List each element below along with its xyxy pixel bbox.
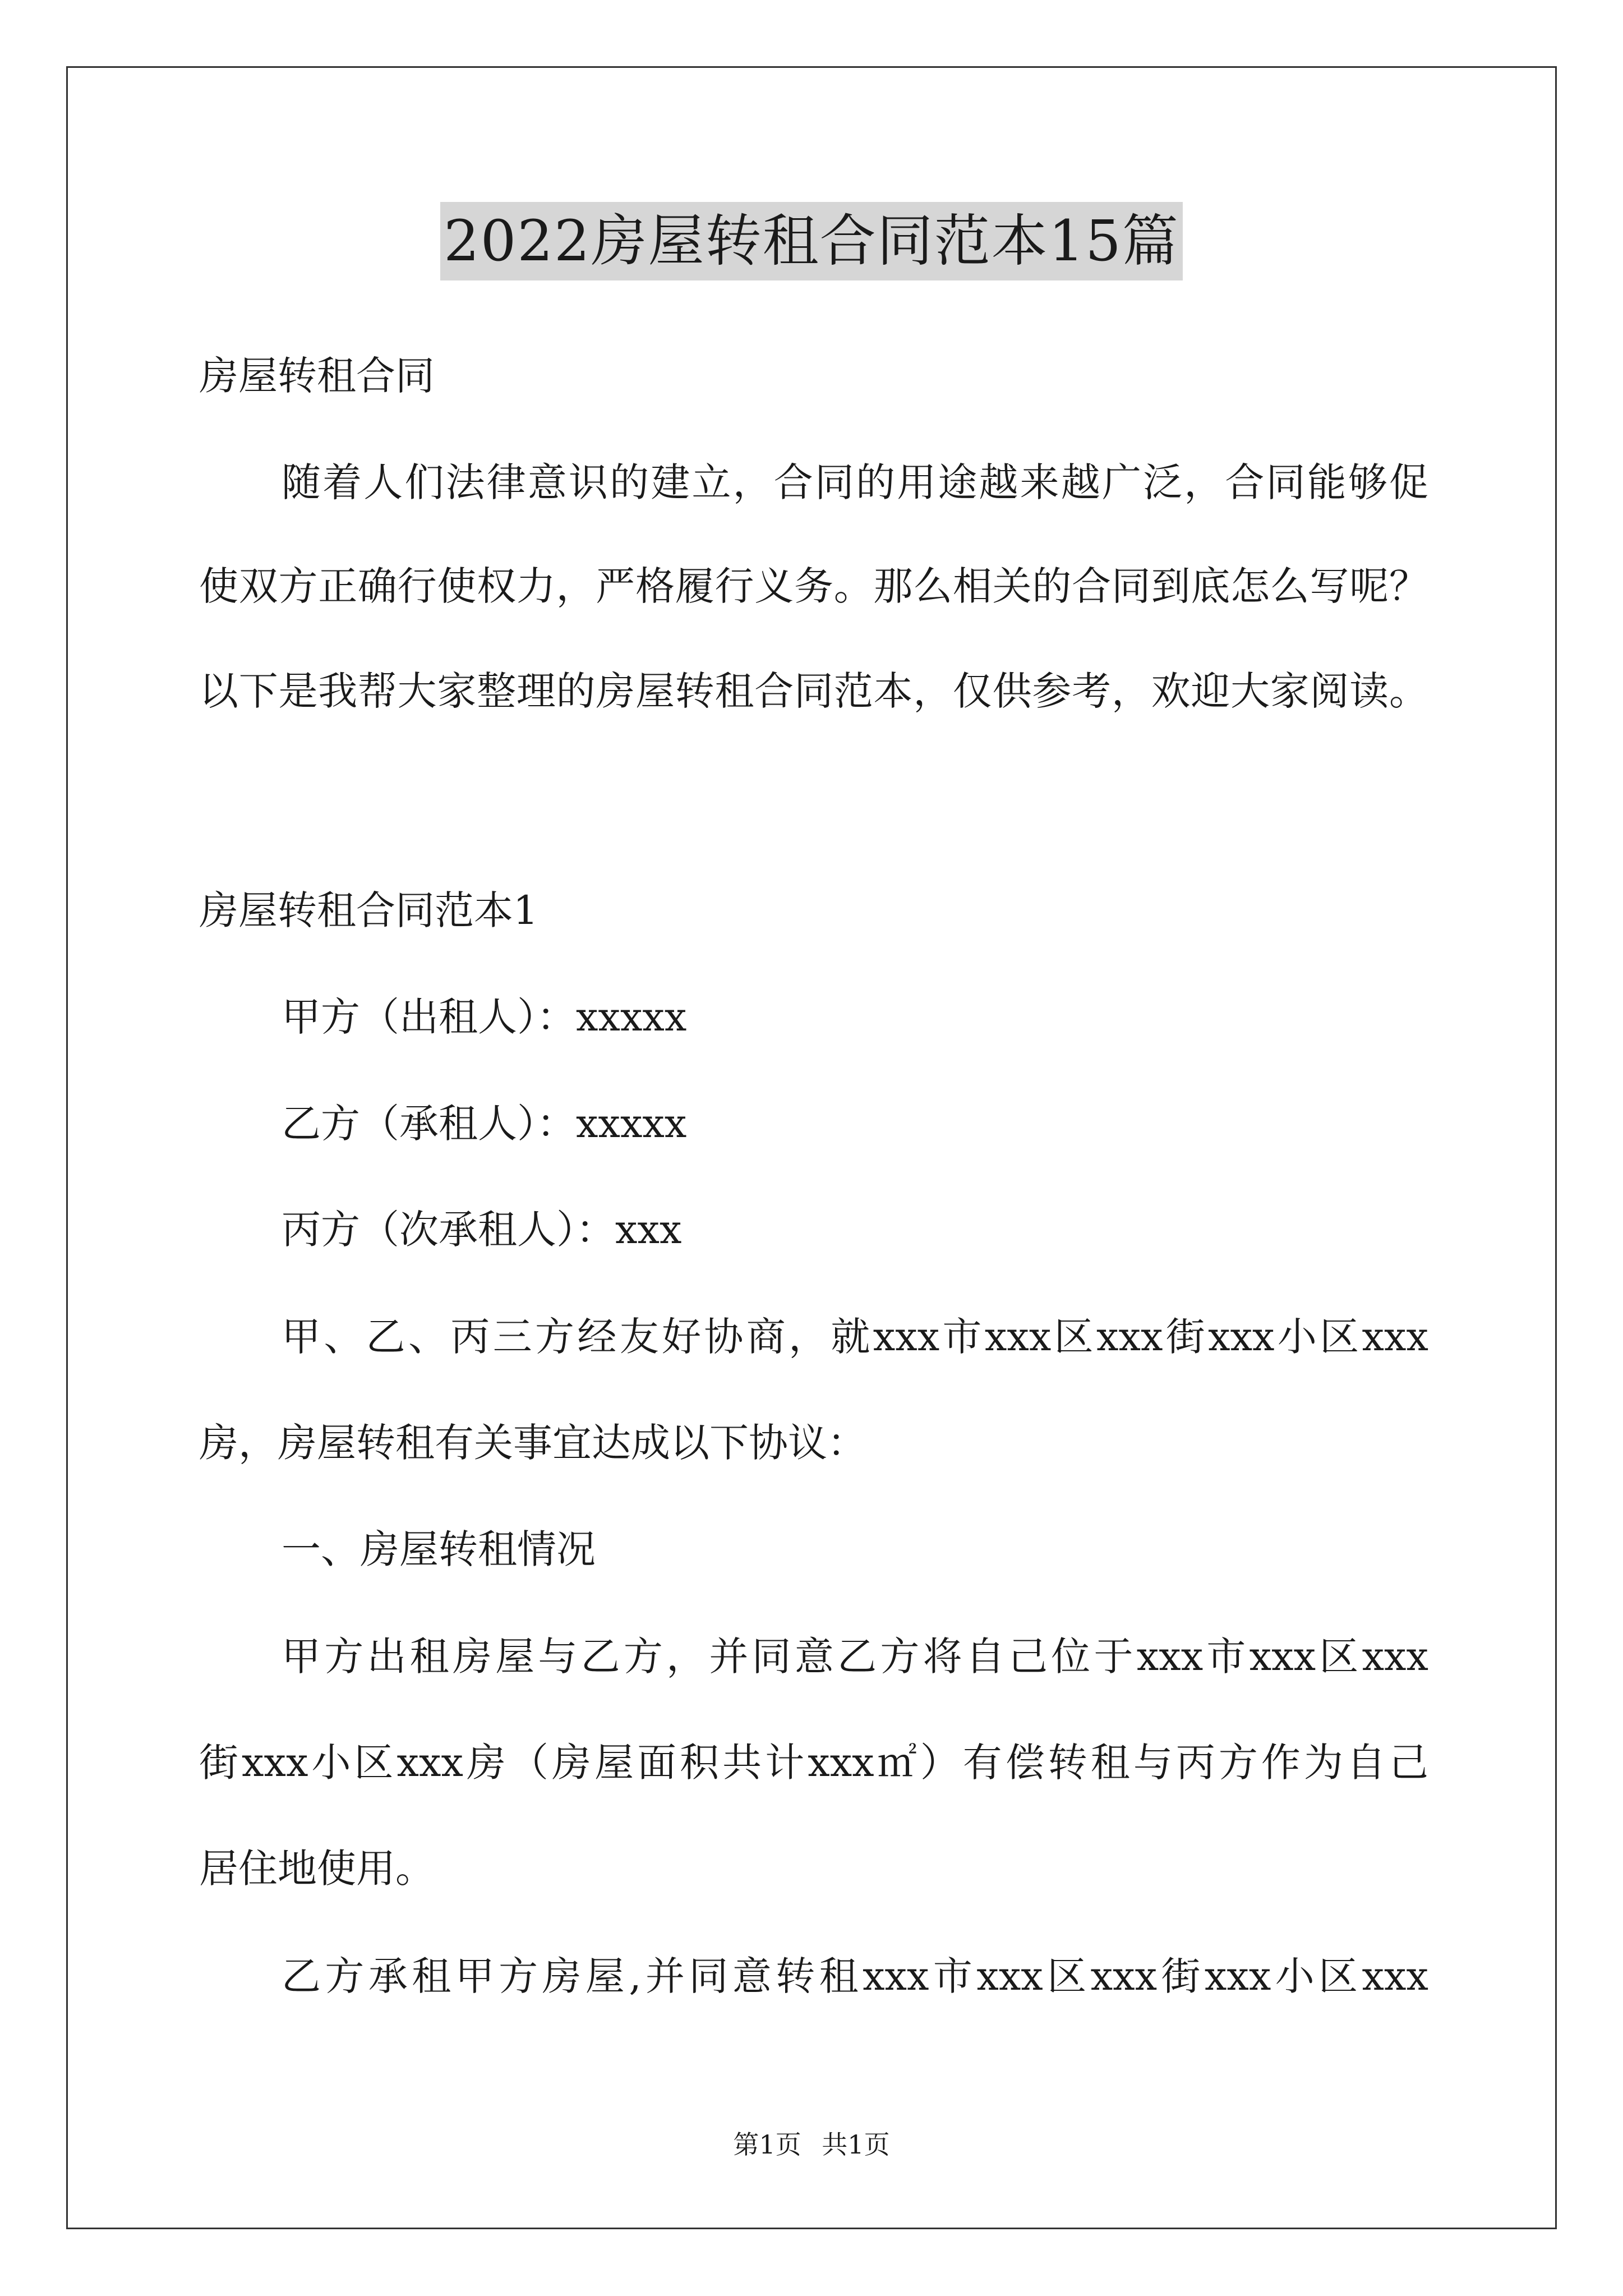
paragraph-line: 乙方（承租人）：xxxxx xyxy=(282,1101,687,1147)
document-title: 2022房屋转租合同范本15篇 xyxy=(440,202,1183,280)
paragraph-line: 一、房屋转租情况 xyxy=(282,1526,596,1572)
paragraph-line: 以下是我帮大家整理的房屋转租合同范本，仅供参考，欢迎大家阅读。 xyxy=(199,668,1428,714)
paragraph-line: 使双方正确行使权力，严格履行义务。那么相关的合同到底怎么写呢？ xyxy=(199,563,1428,609)
paragraph-line: 甲、乙、丙三方经友好协商，就xxx市xxx区xxx街xxx小区xxx xyxy=(282,1314,1428,1360)
paragraph-line: 乙方承租甲方房屋,并同意转租xxx市xxx区xxx街xxx小区xxx xyxy=(282,1953,1428,1999)
paragraph-line: 甲方（出租人）：xxxxx xyxy=(282,994,687,1040)
section-heading: 房屋转租合同 xyxy=(199,353,435,399)
section-heading: 房屋转租合同范本1 xyxy=(199,887,538,933)
paragraph-line: 房，房屋转租有关事宜达成以下协议： xyxy=(199,1420,866,1466)
paragraph-line: 甲方出租房屋与乙方，并同意乙方将自己位于xxx市xxx区xxx xyxy=(282,1634,1428,1680)
paragraph-line: 随着人们法律意识的建立，合同的用途越来越广泛，合同能够促 xyxy=(282,459,1428,505)
paragraph-line: 丙方（次承租人）：xxx xyxy=(282,1207,682,1253)
title-container xyxy=(0,202,1623,280)
page-footer: 第1页 共1页 xyxy=(733,2129,890,2160)
paragraph-line: 街xxx小区xxx房（房屋面积共计xxx㎡）有偿转租与丙方作为自己 xyxy=(199,1740,1428,1786)
paragraph-line: 居住地使用。 xyxy=(199,1846,435,1892)
